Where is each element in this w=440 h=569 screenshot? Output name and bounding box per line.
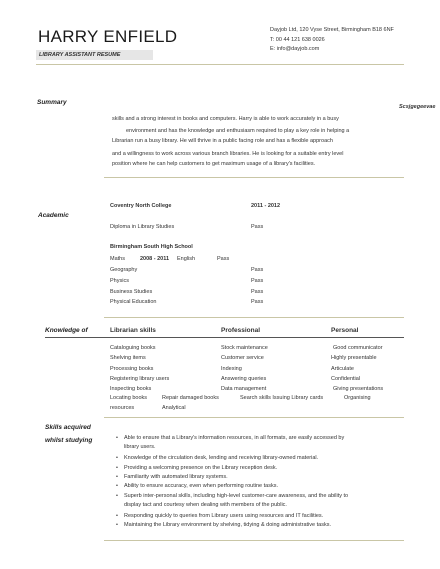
list-item: Cataloguing books (110, 345, 156, 351)
list-item: Analytical (162, 405, 186, 411)
subject-result: Pass (251, 224, 264, 230)
knowledge-divider (104, 417, 404, 418)
skill-item: • Maintaining the Library environment by shelving, tidying & doing administrative tasks. (124, 522, 331, 528)
contact-email[interactable]: E: info@dayjob.com (270, 46, 320, 52)
subject-result: Pass (217, 256, 230, 262)
academic-title: Academic (38, 212, 69, 219)
subject-name: Geography (110, 267, 138, 273)
subject-result: Pass (251, 278, 264, 284)
skills-title: Skills acquired (45, 424, 91, 431)
column-header-librarian: Librarian skills (110, 327, 156, 334)
list-item: Highly presentable (331, 355, 377, 361)
list-item: Answering queries (221, 376, 267, 382)
knowledge-header-underline (45, 337, 404, 338)
contact-address: Dayjob Ltd, 120 Vyse Street, Birmingham B18 6NF (270, 27, 394, 33)
skill-item: • Providing a welcoming presence on the Library reception desk. (124, 465, 277, 471)
header-divider (36, 64, 404, 65)
skill-item-cont: library users. (124, 444, 156, 450)
subject-result: Pass (251, 267, 264, 273)
subject-name: Physics (110, 278, 129, 284)
skill-item: • Superb inter-personal skills, including high-level customer-care awareness, and the ability to (124, 493, 348, 499)
list-item: Search skills Issuing Library cards (240, 395, 324, 401)
skill-item: • Familiarity with automated library systems. (124, 474, 228, 480)
skill-item: • Knowledge of the circulation desk, lending and receiving library-owned material. (124, 455, 318, 461)
resume-subtitle: LIBRARY ASSISTANT RESUME (36, 50, 153, 60)
school-dates: 2008 - 2011 (140, 256, 170, 262)
subject-name: Business Studies (110, 289, 153, 295)
subject-result: Pass (251, 299, 264, 305)
school-name: Coventry North College (110, 203, 172, 209)
subject-name: Maths (110, 256, 125, 262)
list-item: Data management (221, 386, 267, 392)
list-item: Articulate (331, 366, 354, 372)
list-item: Stock maintenance (221, 345, 268, 351)
summary-line: position where he can help customers to get maximum usage of a library's facilities. (112, 161, 316, 167)
column-header-professional: Professional (221, 327, 261, 334)
list-item: Customer service (221, 355, 264, 361)
skill-item: • Able to ensure that a Library's information resources, in all formats, are easily accessed by (124, 435, 344, 441)
list-item: Inspecting books (110, 386, 152, 392)
list-item: Confidential (331, 376, 361, 382)
list-item: Repair damaged books (162, 395, 219, 401)
subject-name: Physical Education (110, 299, 157, 305)
list-item: Registering library users (110, 376, 170, 382)
summary-title: Summary (37, 99, 67, 106)
summary-line: and a willingness to work across various branch libraries. He is looking for a suitable entry level (112, 151, 344, 157)
summary-divider (104, 177, 404, 178)
skills-title: whilst studying (45, 437, 93, 444)
list-item: Processing books (110, 366, 154, 372)
summary-side-note: Scsjgegeevae (399, 104, 436, 110)
academic-divider (104, 317, 404, 318)
subject-name: Diploma in Library Studies (110, 224, 175, 230)
summary-line: skills and a strong interest in books and computers. Harry is able to work accurately in a busy (112, 116, 339, 122)
list-item: Indexing (221, 366, 242, 372)
candidate-name: HARRY ENFIELD (38, 27, 178, 46)
contact-phone: T: 00 44 121 638 0026 (270, 37, 325, 43)
list-item: Organising (344, 395, 371, 401)
school-name: Birmingham South High School (110, 244, 193, 250)
list-item: resources (110, 405, 135, 411)
school-dates: 2011 - 2012 (251, 203, 281, 209)
list-item: Giving presentations (333, 386, 384, 392)
skill-item: • Responding quickly to queries from Library users using resources and IT facilities. (124, 513, 323, 519)
list-item: Shelving items (110, 355, 146, 361)
summary-line: environment and has the knowledge and enthusiasm required to play a key role in helping a (126, 128, 350, 134)
subject-name: English (177, 256, 196, 262)
skill-item: • Ability to ensure accuracy, even when performing routine tasks. (124, 483, 278, 489)
column-header-personal: Personal (331, 327, 359, 334)
knowledge-title: Knowledge of (45, 327, 88, 334)
list-item: Locating books (110, 395, 147, 401)
skills-divider (104, 540, 404, 541)
summary-line: Librarian run a busy library. He will thrive in a public facing role and has a flexible approach (112, 138, 333, 144)
list-item: Good communicator (333, 345, 383, 351)
subject-result: Pass (251, 289, 264, 295)
skill-item-cont: display tact and courtesy when dealing with members of the public. (124, 502, 287, 508)
